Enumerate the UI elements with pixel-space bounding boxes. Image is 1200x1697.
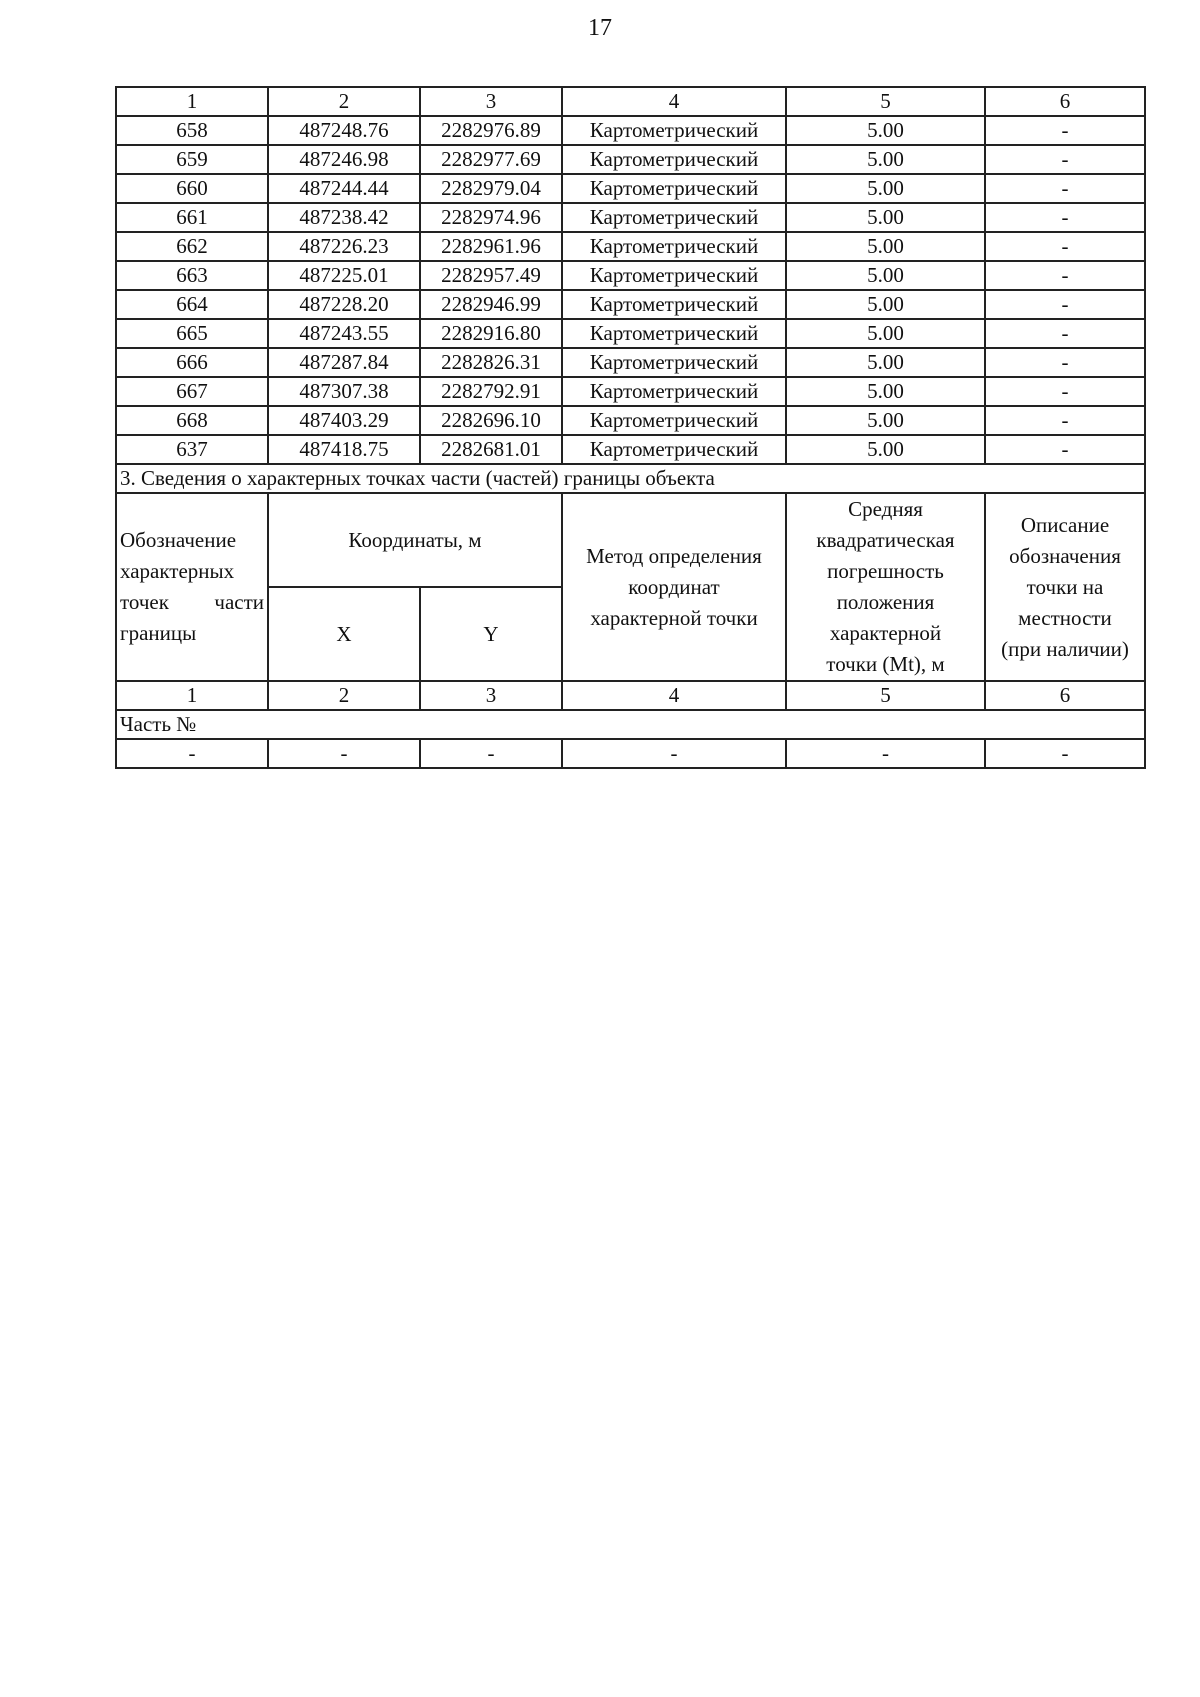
- method-cell: Картометрический: [562, 290, 786, 319]
- method-cell: Картометрический: [562, 319, 786, 348]
- method-cell: Картометрический: [562, 145, 786, 174]
- table-row: [116, 203, 1145, 232]
- column-number-row: [116, 87, 1145, 116]
- header-line: обозначения: [1009, 543, 1121, 568]
- method-cell: Картометрический: [562, 406, 786, 435]
- column-number: 1: [116, 87, 268, 116]
- description-cell: -: [985, 203, 1145, 232]
- y-coordinate-cell: 2282826.31: [420, 348, 562, 377]
- empty-cell: -: [985, 739, 1145, 768]
- x-coordinate-cell: 487307.38: [268, 377, 420, 406]
- error-header: [786, 493, 985, 681]
- description-cell: -: [985, 145, 1145, 174]
- y-coordinate-cell: 2282961.96: [420, 232, 562, 261]
- column-number: 1: [116, 681, 268, 710]
- y-coordinate-cell: 2282696.10: [420, 406, 562, 435]
- header-line: Обозначение: [120, 528, 237, 552]
- table-row: [116, 116, 1145, 145]
- x-coordinate-cell: 487246.98: [268, 145, 420, 174]
- point-number-cell: 661: [116, 203, 268, 232]
- error-cell: 5.00: [786, 348, 985, 377]
- table-row: [116, 232, 1145, 261]
- column-number: 6: [985, 681, 1145, 710]
- header-line: точки (Mt), м: [826, 652, 945, 676]
- point-number-cell: 668: [116, 406, 268, 435]
- header-line: погрешность: [827, 559, 944, 583]
- error-cell: 5.00: [786, 145, 985, 174]
- error-cell: 5.00: [786, 203, 985, 232]
- point-designation-header: [116, 493, 268, 681]
- method-cell: Картометрический: [562, 261, 786, 290]
- point-number-cell: 664: [116, 290, 268, 319]
- description-cell: -: [985, 290, 1145, 319]
- header-line: (при наличии): [1001, 636, 1129, 661]
- table-row: [116, 406, 1145, 435]
- y-coordinate-cell: 2282974.96: [420, 203, 562, 232]
- header-line: точки на: [1026, 574, 1104, 599]
- description-header: [985, 493, 1145, 681]
- table-row: [116, 377, 1145, 406]
- y-coordinate-cell: 2282977.69: [420, 145, 562, 174]
- part-label: Часть №: [116, 710, 1145, 739]
- description-cell: -: [985, 348, 1145, 377]
- description-cell: -: [985, 261, 1145, 290]
- empty-cell: -: [562, 739, 786, 768]
- table-row: [116, 261, 1145, 290]
- description-cell: -: [985, 406, 1145, 435]
- header-line: местности: [1018, 605, 1112, 630]
- section3-column-number-row: [116, 681, 1145, 710]
- method-cell: Картометрический: [562, 377, 786, 406]
- section3-title: 3. Сведения о характерных точках части (частей) границы объекта: [116, 464, 1145, 493]
- header-line: границы: [120, 621, 197, 645]
- y-coordinate-cell: 2282681.01: [420, 435, 562, 464]
- column-number: 3: [420, 87, 562, 116]
- y-coordinate-cell: 2282957.49: [420, 261, 562, 290]
- y-coordinate-cell: 2282946.99: [420, 290, 562, 319]
- x-header: X: [268, 587, 420, 681]
- empty-cell: -: [786, 739, 985, 768]
- coordinates-header: Координаты, м: [268, 493, 562, 587]
- description-cell: -: [985, 174, 1145, 203]
- x-coordinate-cell: 487225.01: [268, 261, 420, 290]
- column-number: 4: [562, 681, 786, 710]
- header-line: характерных: [120, 559, 235, 583]
- error-cell: 5.00: [786, 435, 985, 464]
- error-cell: 5.00: [786, 406, 985, 435]
- column-number: 5: [786, 681, 985, 710]
- table-row: [116, 290, 1145, 319]
- section3-header-row-1: [116, 493, 1145, 587]
- description-cell: -: [985, 435, 1145, 464]
- boundary-points-table: [115, 86, 1146, 769]
- header-line: точек части: [120, 590, 264, 614]
- description-cell: -: [985, 232, 1145, 261]
- y-coordinate-cell: 2282916.80: [420, 319, 562, 348]
- column-number: 6: [985, 87, 1145, 116]
- error-cell: 5.00: [786, 232, 985, 261]
- method-cell: Картометрический: [562, 232, 786, 261]
- point-number-cell: 658: [116, 116, 268, 145]
- header-line: Средняя: [848, 497, 923, 521]
- empty-cell: -: [268, 739, 420, 768]
- header-line: Метод определения: [586, 543, 762, 568]
- method-cell: Картометрический: [562, 203, 786, 232]
- x-coordinate-cell: 487403.29: [268, 406, 420, 435]
- point-number-cell: 667: [116, 377, 268, 406]
- x-coordinate-cell: 487418.75: [268, 435, 420, 464]
- description-cell: -: [985, 377, 1145, 406]
- point-number-cell: 663: [116, 261, 268, 290]
- part-label-row: [116, 710, 1145, 739]
- empty-data-row: [116, 739, 1145, 768]
- x-coordinate-cell: 487243.55: [268, 319, 420, 348]
- error-cell: 5.00: [786, 319, 985, 348]
- column-number: 5: [786, 87, 985, 116]
- description-cell: -: [985, 319, 1145, 348]
- table-row: [116, 319, 1145, 348]
- table-row: [116, 435, 1145, 464]
- error-cell: 5.00: [786, 174, 985, 203]
- column-number: 4: [562, 87, 786, 116]
- method-header: [562, 493, 786, 681]
- y-coordinate-cell: 2282976.89: [420, 116, 562, 145]
- x-coordinate-cell: 487228.20: [268, 290, 420, 319]
- error-cell: 5.00: [786, 377, 985, 406]
- point-number-cell: 665: [116, 319, 268, 348]
- header-line: Описание: [1020, 512, 1110, 537]
- header-line: координат: [628, 574, 720, 599]
- point-number-cell: 659: [116, 145, 268, 174]
- x-coordinate-cell: 487244.44: [268, 174, 420, 203]
- description-cell: -: [985, 116, 1145, 145]
- point-number-cell: 637: [116, 435, 268, 464]
- table-row: [116, 145, 1145, 174]
- y-header: Y: [420, 587, 562, 681]
- column-number: 3: [420, 681, 562, 710]
- x-coordinate-cell: 487248.76: [268, 116, 420, 145]
- error-cell: 5.00: [786, 261, 985, 290]
- empty-cell: -: [420, 739, 562, 768]
- x-coordinate-cell: 487238.42: [268, 203, 420, 232]
- method-cell: Картометрический: [562, 435, 786, 464]
- section3-title-row: [116, 464, 1145, 493]
- y-coordinate-cell: 2282792.91: [420, 377, 562, 406]
- y-coordinate-cell: 2282979.04: [420, 174, 562, 203]
- point-number-cell: 662: [116, 232, 268, 261]
- column-number: 2: [268, 87, 420, 116]
- method-cell: Картометрический: [562, 174, 786, 203]
- header-line: характерной: [829, 621, 942, 645]
- method-cell: Картометрический: [562, 348, 786, 377]
- header-line: положения: [836, 590, 935, 614]
- x-coordinate-cell: 487287.84: [268, 348, 420, 377]
- point-number-cell: 660: [116, 174, 268, 203]
- x-coordinate-cell: 487226.23: [268, 232, 420, 261]
- header-line: характерной точки: [590, 605, 758, 630]
- empty-cell: -: [116, 739, 268, 768]
- column-number: 2: [268, 681, 420, 710]
- page-number: 17: [588, 15, 612, 41]
- point-number-cell: 666: [116, 348, 268, 377]
- method-cell: Картометрический: [562, 116, 786, 145]
- table-row: [116, 348, 1145, 377]
- table-row: [116, 174, 1145, 203]
- error-cell: 5.00: [786, 290, 985, 319]
- error-cell: 5.00: [786, 116, 985, 145]
- header-line: квадратическая: [816, 528, 955, 552]
